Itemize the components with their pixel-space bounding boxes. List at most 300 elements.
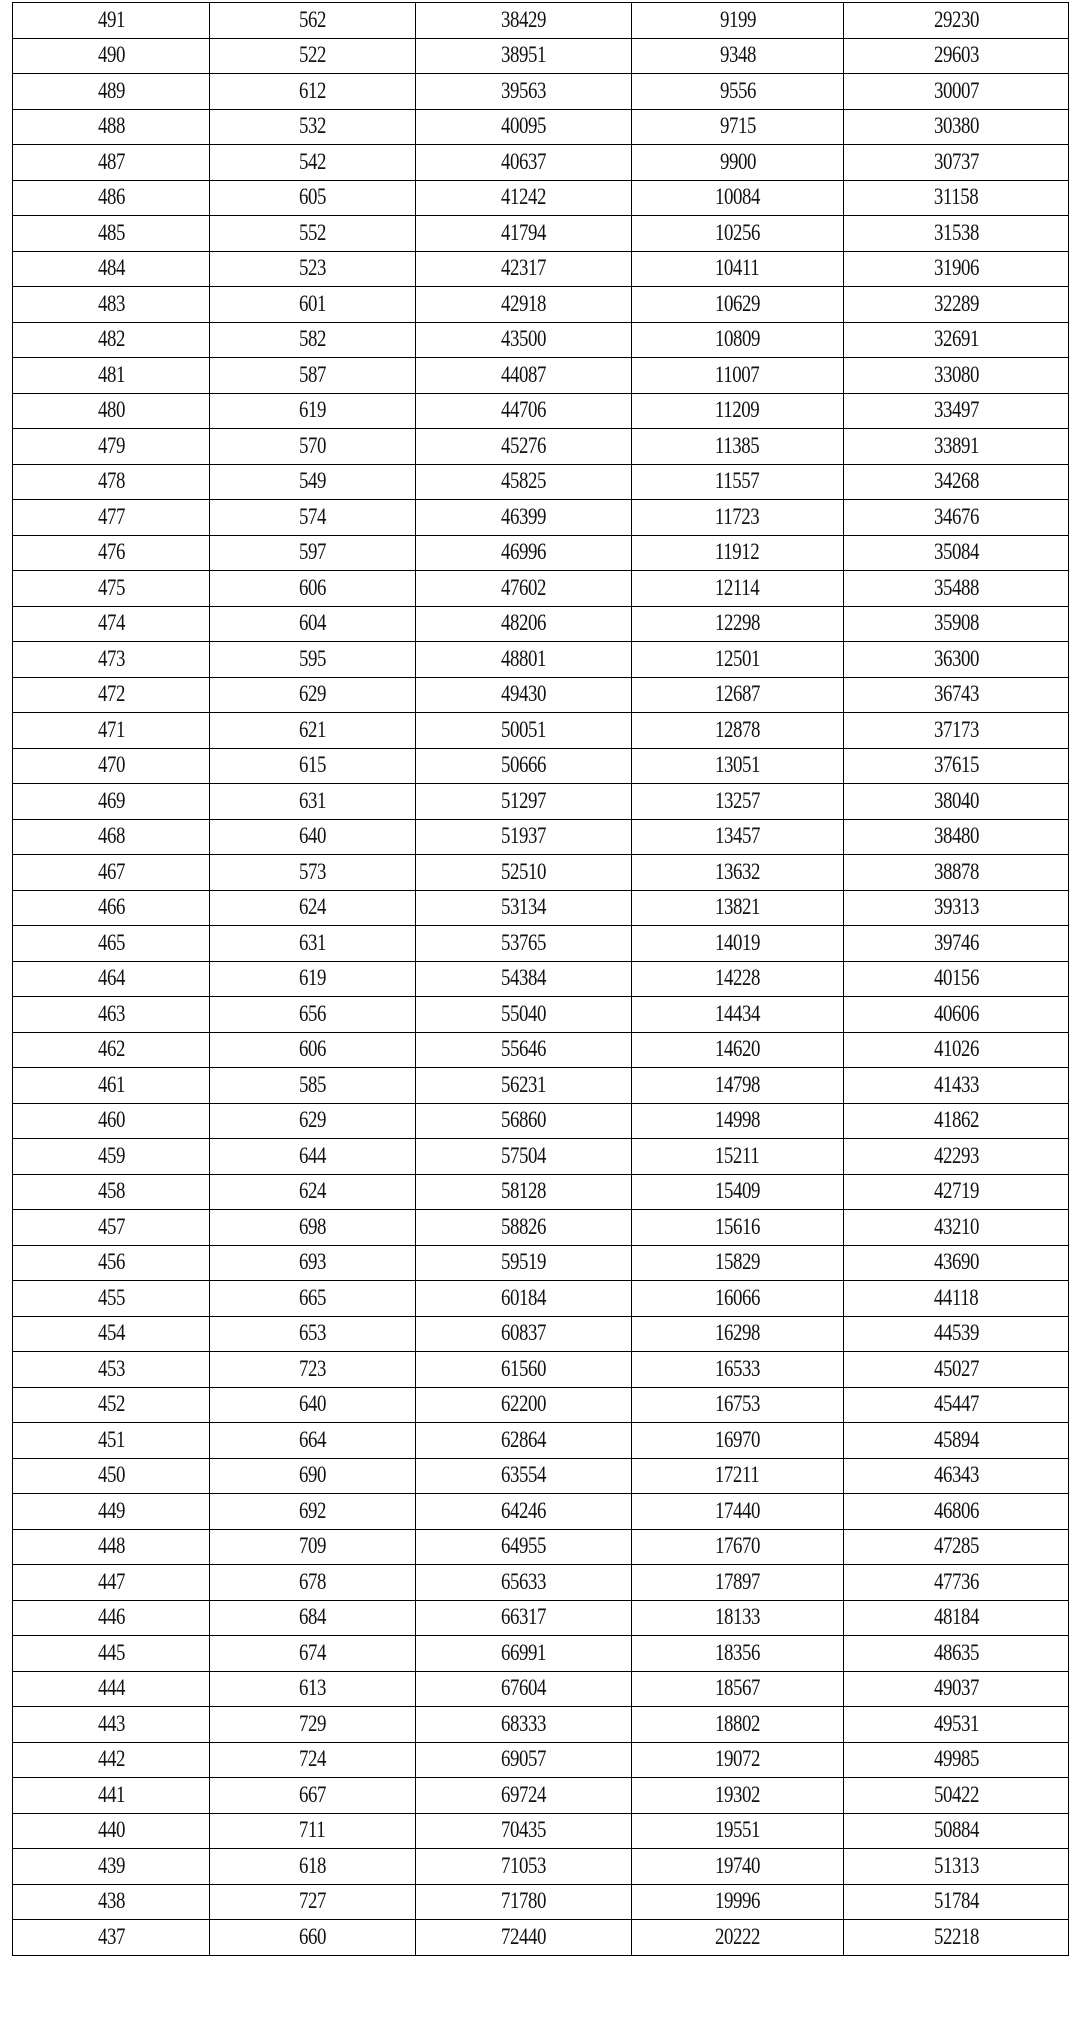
cumulative-cell xyxy=(416,1068,632,1104)
count-cell xyxy=(210,322,416,358)
score-cell xyxy=(13,464,210,500)
table-row xyxy=(13,3,1069,39)
count-cell xyxy=(210,819,416,855)
cell-value: 684 xyxy=(298,1604,327,1630)
score-cell xyxy=(13,1742,210,1778)
count-cell xyxy=(210,1671,416,1707)
column-4-cell xyxy=(632,358,844,394)
column-4-cell xyxy=(632,1636,844,1672)
column-5-cell xyxy=(844,606,1069,642)
cumulative-cell xyxy=(416,535,632,571)
column-5-cell xyxy=(844,429,1069,465)
table-row xyxy=(13,961,1069,997)
cumulative-cell xyxy=(416,464,632,500)
table-row xyxy=(13,1068,1069,1104)
cell-value: 57504 xyxy=(500,1142,547,1168)
column-5-cell xyxy=(844,74,1069,110)
table-row xyxy=(13,1103,1069,1139)
column-4-cell xyxy=(632,748,844,784)
column-4-cell xyxy=(632,1884,844,1920)
score-cell xyxy=(13,677,210,713)
cell-value: 619 xyxy=(298,965,327,991)
table-row xyxy=(13,1032,1069,1068)
cell-value: 13257 xyxy=(714,787,761,813)
cell-value: 660 xyxy=(298,1923,327,1949)
cell-value: 37173 xyxy=(933,716,979,742)
cell-value: 653 xyxy=(298,1320,327,1346)
table-row xyxy=(13,500,1069,536)
column-5-cell xyxy=(844,642,1069,678)
cell-value: 624 xyxy=(298,1178,327,1204)
cell-value: 11912 xyxy=(715,539,760,565)
cell-value: 692 xyxy=(298,1497,327,1523)
cell-value: 449 xyxy=(97,1497,125,1523)
score-cell xyxy=(13,3,210,39)
column-4-cell xyxy=(632,251,844,287)
column-5-cell xyxy=(844,1636,1069,1672)
count-cell xyxy=(210,1742,416,1778)
count-cell xyxy=(210,180,416,216)
column-5-cell xyxy=(844,464,1069,500)
table-row xyxy=(13,429,1069,465)
score-cell xyxy=(13,961,210,997)
score-cell xyxy=(13,1494,210,1530)
score-cell xyxy=(13,642,210,678)
cell-value: 49037 xyxy=(933,1675,979,1701)
cell-value: 44118 xyxy=(933,1284,979,1310)
column-5-cell xyxy=(844,251,1069,287)
cumulative-cell xyxy=(416,713,632,749)
cell-value: 14434 xyxy=(714,1000,761,1026)
cumulative-cell xyxy=(416,961,632,997)
count-cell xyxy=(210,251,416,287)
score-cell xyxy=(13,1671,210,1707)
cell-value: 10256 xyxy=(714,219,761,245)
cell-value: 31538 xyxy=(933,219,979,245)
table-row xyxy=(13,571,1069,607)
cell-value: 570 xyxy=(298,432,327,458)
cumulative-cell xyxy=(416,1139,632,1175)
cell-value: 479 xyxy=(97,432,125,458)
column-5-cell xyxy=(844,180,1069,216)
table-row xyxy=(13,1742,1069,1778)
cell-value: 487 xyxy=(97,148,125,174)
cell-value: 63554 xyxy=(500,1462,547,1488)
table-row xyxy=(13,926,1069,962)
cell-value: 19551 xyxy=(714,1817,761,1843)
cell-value: 38878 xyxy=(933,858,979,884)
cumulative-cell xyxy=(416,1458,632,1494)
cell-value: 476 xyxy=(97,539,125,565)
cumulative-cell xyxy=(416,571,632,607)
count-cell xyxy=(210,393,416,429)
cell-value: 71053 xyxy=(500,1852,547,1878)
score-cell xyxy=(13,322,210,358)
cell-value: 484 xyxy=(97,255,125,281)
column-5-cell xyxy=(844,819,1069,855)
count-cell xyxy=(210,1849,416,1885)
table-row xyxy=(13,145,1069,181)
cumulative-cell xyxy=(416,1565,632,1601)
cell-value: 31906 xyxy=(933,255,979,281)
count-cell xyxy=(210,1387,416,1423)
table-row xyxy=(13,1139,1069,1175)
score-cell xyxy=(13,1032,210,1068)
column-4-cell xyxy=(632,180,844,216)
cell-value: 698 xyxy=(298,1213,327,1239)
table-row xyxy=(13,1529,1069,1565)
column-4-cell xyxy=(632,1529,844,1565)
cumulative-cell xyxy=(416,393,632,429)
column-4-cell xyxy=(632,1174,844,1210)
cell-value: 664 xyxy=(298,1426,327,1452)
cell-value: 16970 xyxy=(714,1426,761,1452)
column-4-cell xyxy=(632,961,844,997)
table-row xyxy=(13,216,1069,252)
cell-value: 464 xyxy=(97,965,125,991)
cell-value: 690 xyxy=(298,1462,327,1488)
column-4-cell xyxy=(632,677,844,713)
column-4-cell xyxy=(632,1032,844,1068)
cell-value: 631 xyxy=(298,929,327,955)
column-5-cell xyxy=(844,571,1069,607)
cell-value: 473 xyxy=(97,645,125,671)
cell-value: 631 xyxy=(298,787,327,813)
cell-value: 12501 xyxy=(714,645,761,671)
cell-value: 469 xyxy=(97,787,125,813)
cell-value: 54384 xyxy=(500,965,547,991)
cell-value: 19302 xyxy=(714,1781,761,1807)
cell-value: 16298 xyxy=(714,1320,761,1346)
column-5-cell xyxy=(844,1849,1069,1885)
table-row xyxy=(13,1671,1069,1707)
cell-value: 11007 xyxy=(715,361,760,387)
table-row xyxy=(13,535,1069,571)
score-cell xyxy=(13,1174,210,1210)
cumulative-cell xyxy=(416,890,632,926)
column-5-cell xyxy=(844,1920,1069,1956)
column-4-cell xyxy=(632,713,844,749)
column-4-cell xyxy=(632,1600,844,1636)
cell-value: 587 xyxy=(298,361,327,387)
table-row xyxy=(13,1423,1069,1459)
count-cell xyxy=(210,1316,416,1352)
cell-value: 19740 xyxy=(714,1852,761,1878)
count-cell xyxy=(210,429,416,465)
cell-value: 481 xyxy=(97,361,125,387)
cumulative-cell xyxy=(416,322,632,358)
count-cell xyxy=(210,1565,416,1601)
column-4-cell xyxy=(632,1387,844,1423)
column-5-cell xyxy=(844,1494,1069,1530)
column-5-cell xyxy=(844,748,1069,784)
cumulative-cell xyxy=(416,1316,632,1352)
cell-value: 723 xyxy=(298,1355,327,1381)
cell-value: 446 xyxy=(97,1604,125,1630)
cell-value: 447 xyxy=(97,1568,125,1594)
count-cell xyxy=(210,748,416,784)
cell-value: 36300 xyxy=(933,645,979,671)
cell-value: 522 xyxy=(298,42,327,68)
score-cell xyxy=(13,1387,210,1423)
cell-value: 45276 xyxy=(500,432,547,458)
column-4-cell xyxy=(632,571,844,607)
cell-value: 448 xyxy=(97,1533,125,1559)
cell-value: 441 xyxy=(97,1781,125,1807)
cell-value: 18356 xyxy=(714,1639,761,1665)
table-row xyxy=(13,748,1069,784)
cell-value: 456 xyxy=(97,1249,125,1275)
cell-value: 13632 xyxy=(714,858,761,884)
table-row xyxy=(13,1245,1069,1281)
cell-value: 640 xyxy=(298,1391,327,1417)
cell-value: 618 xyxy=(298,1852,327,1878)
table-row xyxy=(13,1387,1069,1423)
score-cell xyxy=(13,1245,210,1281)
cell-value: 50051 xyxy=(500,716,547,742)
cell-value: 465 xyxy=(97,929,125,955)
cell-value: 17440 xyxy=(714,1497,761,1523)
cell-value: 53765 xyxy=(500,929,547,955)
cell-value: 34268 xyxy=(933,468,979,494)
cell-value: 35084 xyxy=(933,539,979,565)
score-cell xyxy=(13,713,210,749)
cell-value: 11209 xyxy=(715,397,760,423)
cell-value: 45825 xyxy=(500,468,547,494)
column-5-cell xyxy=(844,784,1069,820)
cell-value: 14998 xyxy=(714,1107,761,1133)
table-row xyxy=(13,1778,1069,1814)
cell-value: 12298 xyxy=(714,610,761,636)
cell-value: 45894 xyxy=(933,1426,979,1452)
cell-value: 32691 xyxy=(933,326,979,352)
column-4-cell xyxy=(632,1707,844,1743)
column-5-cell xyxy=(844,3,1069,39)
cell-value: 41242 xyxy=(500,184,547,210)
cell-value: 458 xyxy=(97,1178,125,1204)
table-row xyxy=(13,180,1069,216)
cell-value: 612 xyxy=(298,77,327,103)
count-cell xyxy=(210,571,416,607)
cell-value: 20222 xyxy=(714,1923,761,1949)
cell-value: 12114 xyxy=(715,574,760,600)
column-4-cell xyxy=(632,1423,844,1459)
cell-value: 562 xyxy=(298,6,327,32)
cell-value: 482 xyxy=(97,326,125,352)
score-cell xyxy=(13,1636,210,1672)
cell-value: 12687 xyxy=(714,681,761,707)
cell-value: 56860 xyxy=(500,1107,547,1133)
count-cell xyxy=(210,1813,416,1849)
cell-value: 43210 xyxy=(933,1213,979,1239)
table-row xyxy=(13,1316,1069,1352)
score-cell xyxy=(13,890,210,926)
cell-value: 16533 xyxy=(714,1355,761,1381)
cell-value: 552 xyxy=(298,219,327,245)
column-4-cell xyxy=(632,855,844,891)
cell-value: 38480 xyxy=(933,823,979,849)
column-5-cell xyxy=(844,1210,1069,1246)
table-row xyxy=(13,1352,1069,1388)
count-cell xyxy=(210,961,416,997)
cell-value: 41862 xyxy=(933,1107,979,1133)
cell-value: 66991 xyxy=(500,1639,547,1665)
column-5-cell xyxy=(844,1529,1069,1565)
column-4-cell xyxy=(632,429,844,465)
cell-value: 606 xyxy=(298,1036,327,1062)
count-cell xyxy=(210,74,416,110)
cell-value: 51297 xyxy=(500,787,547,813)
cell-value: 17897 xyxy=(714,1568,761,1594)
table-row xyxy=(13,677,1069,713)
count-cell xyxy=(210,997,416,1033)
count-cell xyxy=(210,1210,416,1246)
table-row xyxy=(13,890,1069,926)
column-4-cell xyxy=(632,1316,844,1352)
cell-value: 45027 xyxy=(933,1355,979,1381)
column-4-cell xyxy=(632,1494,844,1530)
cell-value: 523 xyxy=(298,255,327,281)
cumulative-cell xyxy=(416,1636,632,1672)
count-cell xyxy=(210,1884,416,1920)
cell-value: 468 xyxy=(97,823,125,849)
count-cell xyxy=(210,1352,416,1388)
cell-value: 67604 xyxy=(500,1675,547,1701)
column-5-cell xyxy=(844,358,1069,394)
cell-value: 42918 xyxy=(500,290,547,316)
column-5-cell xyxy=(844,1813,1069,1849)
cell-value: 18133 xyxy=(714,1604,761,1630)
score-cell xyxy=(13,1529,210,1565)
cumulative-cell xyxy=(416,216,632,252)
cell-value: 709 xyxy=(298,1533,327,1559)
cell-value: 64955 xyxy=(500,1533,547,1559)
table-row xyxy=(13,393,1069,429)
column-4-cell xyxy=(632,1281,844,1317)
count-cell xyxy=(210,1920,416,1956)
cumulative-cell xyxy=(416,606,632,642)
cell-value: 14620 xyxy=(714,1036,761,1062)
cumulative-cell xyxy=(416,500,632,536)
count-cell xyxy=(210,216,416,252)
cell-value: 11723 xyxy=(715,503,760,529)
cell-value: 42317 xyxy=(500,255,547,281)
cell-value: 29230 xyxy=(933,6,979,32)
cell-value: 72440 xyxy=(500,1923,547,1949)
cell-value: 624 xyxy=(298,894,327,920)
cell-value: 455 xyxy=(97,1284,125,1310)
cumulative-cell xyxy=(416,1920,632,1956)
column-4-cell xyxy=(632,74,844,110)
cell-value: 38429 xyxy=(500,6,547,32)
score-cell xyxy=(13,535,210,571)
score-cell xyxy=(13,1103,210,1139)
cumulative-cell xyxy=(416,1174,632,1210)
cell-value: 42719 xyxy=(933,1178,979,1204)
cell-value: 10411 xyxy=(715,255,760,281)
cumulative-cell xyxy=(416,1529,632,1565)
column-4-cell xyxy=(632,1458,844,1494)
score-cell xyxy=(13,571,210,607)
cell-value: 619 xyxy=(298,397,327,423)
count-cell xyxy=(210,1707,416,1743)
cell-value: 19996 xyxy=(714,1888,761,1914)
cell-value: 461 xyxy=(97,1071,125,1097)
cell-value: 46399 xyxy=(500,503,547,529)
cell-value: 459 xyxy=(97,1142,125,1168)
cell-value: 62200 xyxy=(500,1391,547,1417)
score-cell xyxy=(13,1352,210,1388)
column-5-cell xyxy=(844,961,1069,997)
count-cell xyxy=(210,1068,416,1104)
cell-value: 17670 xyxy=(714,1533,761,1559)
column-4-cell xyxy=(632,1920,844,1956)
table-row xyxy=(13,997,1069,1033)
cumulative-cell xyxy=(416,109,632,145)
table-row xyxy=(13,713,1069,749)
count-cell xyxy=(210,713,416,749)
cumulative-cell xyxy=(416,74,632,110)
cell-value: 15616 xyxy=(714,1213,761,1239)
cell-value: 16066 xyxy=(714,1284,761,1310)
cell-value: 549 xyxy=(298,468,327,494)
cell-value: 45447 xyxy=(933,1391,979,1417)
score-cell xyxy=(13,1316,210,1352)
cell-value: 40606 xyxy=(933,1000,979,1026)
cell-value: 34676 xyxy=(933,503,979,529)
score-cell xyxy=(13,1884,210,1920)
cell-value: 15829 xyxy=(714,1249,761,1275)
cell-value: 490 xyxy=(97,42,125,68)
score-cell xyxy=(13,855,210,891)
score-cell xyxy=(13,429,210,465)
cell-value: 486 xyxy=(97,184,125,210)
cell-value: 49430 xyxy=(500,681,547,707)
cell-value: 49531 xyxy=(933,1710,979,1736)
cumulative-cell xyxy=(416,3,632,39)
score-cell xyxy=(13,1849,210,1885)
cell-value: 453 xyxy=(97,1355,125,1381)
table-row xyxy=(13,1884,1069,1920)
table-row xyxy=(13,1565,1069,1601)
cell-value: 17211 xyxy=(715,1462,760,1488)
count-cell xyxy=(210,677,416,713)
cell-value: 55040 xyxy=(500,1000,547,1026)
cell-value: 438 xyxy=(97,1888,125,1914)
cumulative-cell xyxy=(416,429,632,465)
score-cell xyxy=(13,216,210,252)
column-4-cell xyxy=(632,38,844,74)
cell-value: 463 xyxy=(97,1000,125,1026)
cell-value: 477 xyxy=(97,503,125,529)
cell-value: 460 xyxy=(97,1107,125,1133)
count-cell xyxy=(210,1139,416,1175)
cumulative-cell xyxy=(416,1103,632,1139)
cell-value: 42293 xyxy=(933,1142,979,1168)
cell-value: 48206 xyxy=(500,610,547,636)
cell-value: 574 xyxy=(298,503,327,529)
cell-value: 40156 xyxy=(933,965,979,991)
score-cell xyxy=(13,287,210,323)
cell-value: 33080 xyxy=(933,361,979,387)
cumulative-cell xyxy=(416,1032,632,1068)
cumulative-cell xyxy=(416,1813,632,1849)
column-5-cell xyxy=(844,109,1069,145)
cumulative-cell xyxy=(416,358,632,394)
count-cell xyxy=(210,1458,416,1494)
score-cell xyxy=(13,1813,210,1849)
score-cell xyxy=(13,926,210,962)
